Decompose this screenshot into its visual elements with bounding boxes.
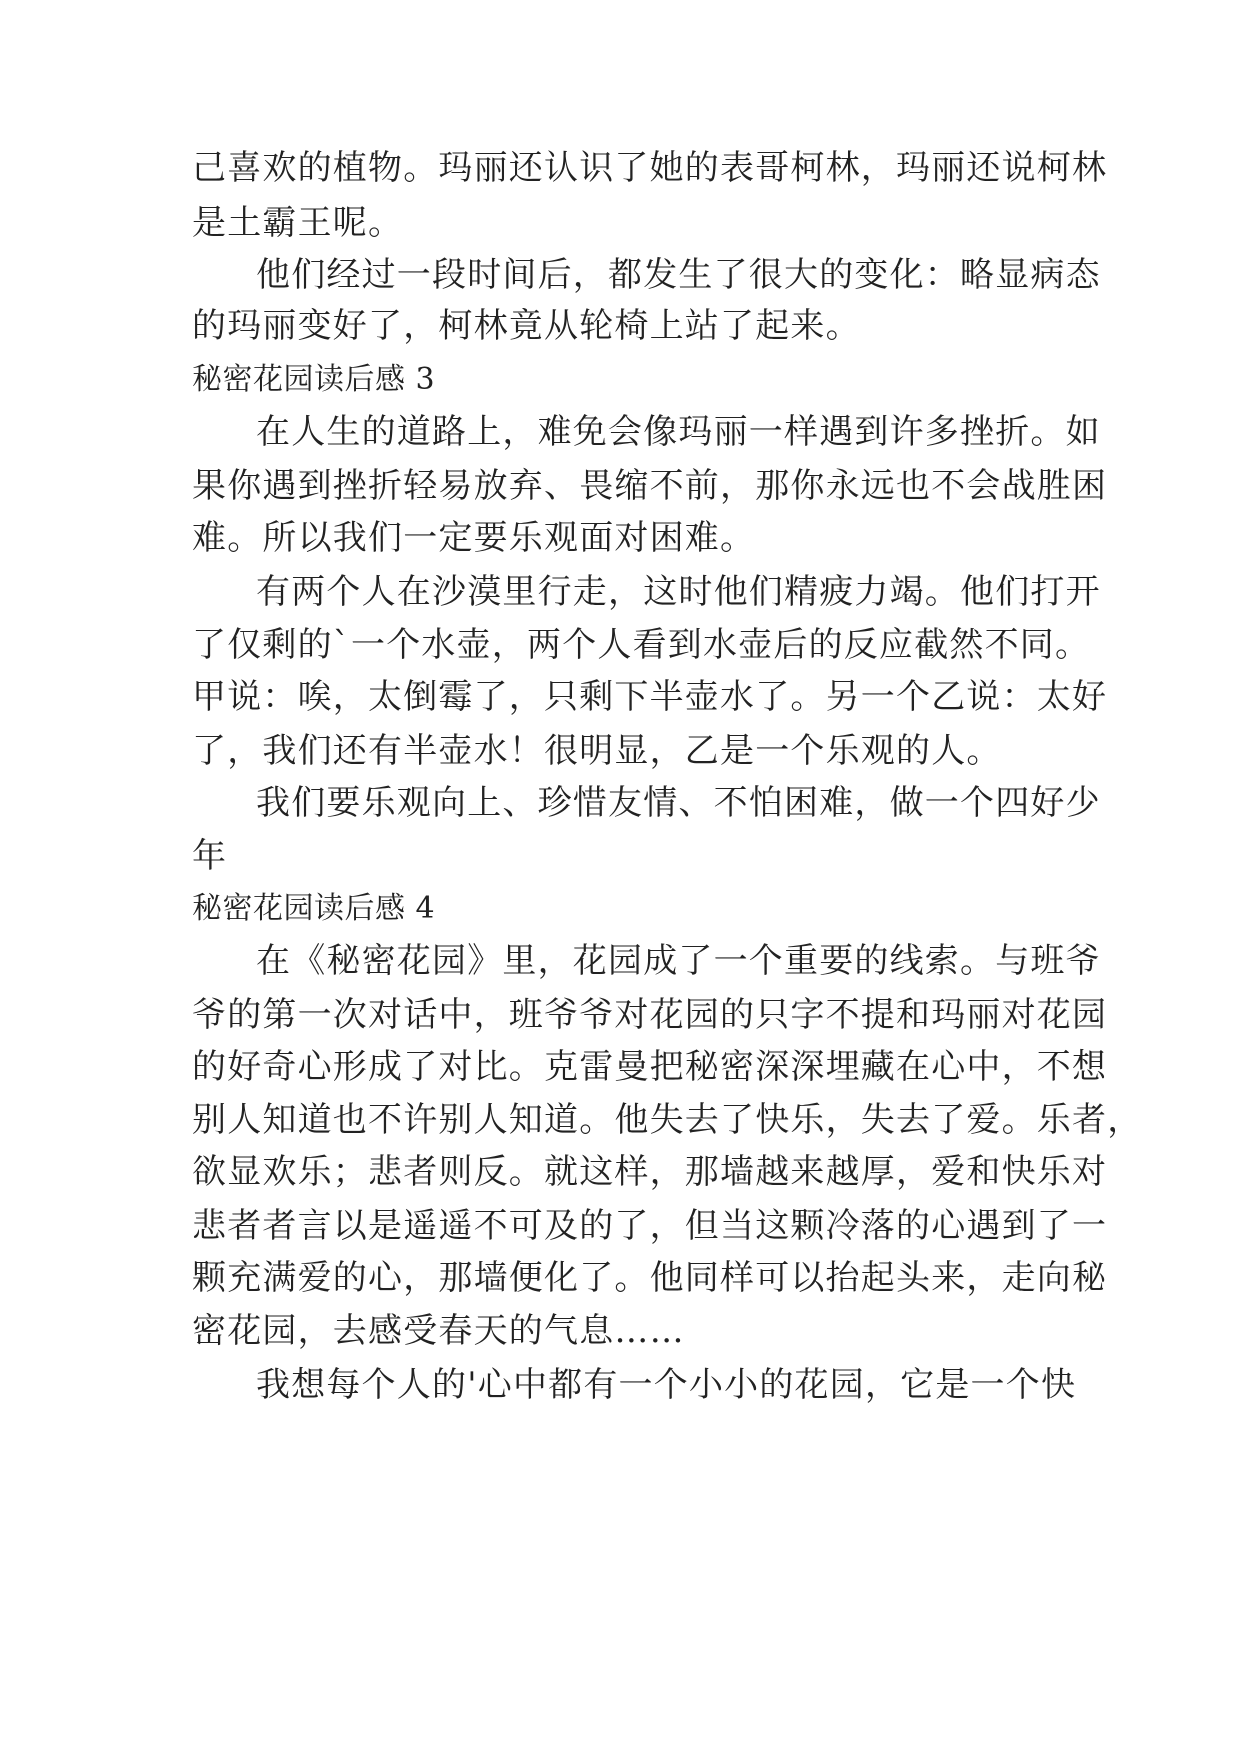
body-text-line: 是土霸王呢。 bbox=[192, 203, 404, 243]
section-heading: 秘密花园读后感 4 bbox=[192, 891, 436, 926]
body-text-line: 悲者者言以是遥遥不可及的了，但当这颗冷落的心遇到了一 bbox=[192, 1206, 1108, 1246]
paragraph-first-line: 我想每个人的'心中都有一个小小的花园，它是一个快 bbox=[256, 1365, 1077, 1405]
body-text-line: 的好奇心形成了对比。克雷曼把秘密深深埋藏在心中，不想 bbox=[192, 1047, 1108, 1087]
body-text-line: 己喜欢的植物。玛丽还认识了她的表哥柯林，玛丽还说柯林 bbox=[192, 148, 1108, 188]
body-text-line: 密花园，去感受春天的气息…… bbox=[192, 1311, 685, 1351]
body-text-line: 别人知道也不许别人知道。他失去了快乐，失去了爱。乐者， bbox=[192, 1100, 1143, 1140]
paragraph-first-line: 我们要乐观向上、珍惜友情、不怕困难，做一个四好少 bbox=[256, 783, 1101, 823]
body-text-line: 爷的第一次对话中，班爷爷对花园的只字不提和玛丽对花园 bbox=[192, 995, 1108, 1035]
paragraph-first-line: 有两个人在沙漠里行走，这时他们精疲力竭。他们打开 bbox=[256, 572, 1101, 612]
paragraph-first-line: 在人生的道路上，难免会像玛丽一样遇到许多挫折。如 bbox=[256, 412, 1101, 452]
body-text-line: 欲显欢乐；悲者则反。就这样，那墙越来越厚，爱和快乐对 bbox=[192, 1152, 1108, 1192]
body-text-line: 年 bbox=[192, 836, 228, 876]
body-text-line: 了仅剩的`一个水壶，两个人看到水壶后的反应截然不同。 bbox=[192, 625, 1091, 665]
body-text-line: 的玛丽变好了，柯林竟从轮椅上站了起来。 bbox=[192, 306, 861, 346]
body-text-line: 颗充满爱的心，那墙便化了。他同样可以抬起头来，走向秘 bbox=[192, 1258, 1108, 1298]
body-text-line: 难。所以我们一定要乐观面对困难。 bbox=[192, 518, 756, 558]
section-heading: 秘密花园读后感 3 bbox=[192, 362, 436, 397]
body-text-line: 果你遇到挫折轻易放弃、畏缩不前，那你永远也不会战胜困 bbox=[192, 466, 1108, 506]
paragraph-first-line: 他们经过一段时间后，都发生了很大的变化：略显病态 bbox=[256, 255, 1101, 295]
body-text-line: 甲说：唉，太倒霉了，只剩下半壶水了。另一个乙说：太好 bbox=[192, 677, 1108, 717]
body-text-line: 了，我们还有半壶水！很明显，乙是一个乐观的人。 bbox=[192, 731, 1002, 771]
paragraph-first-line: 在《秘密花园》里，花园成了一个重要的线索。与班爷 bbox=[256, 941, 1101, 981]
